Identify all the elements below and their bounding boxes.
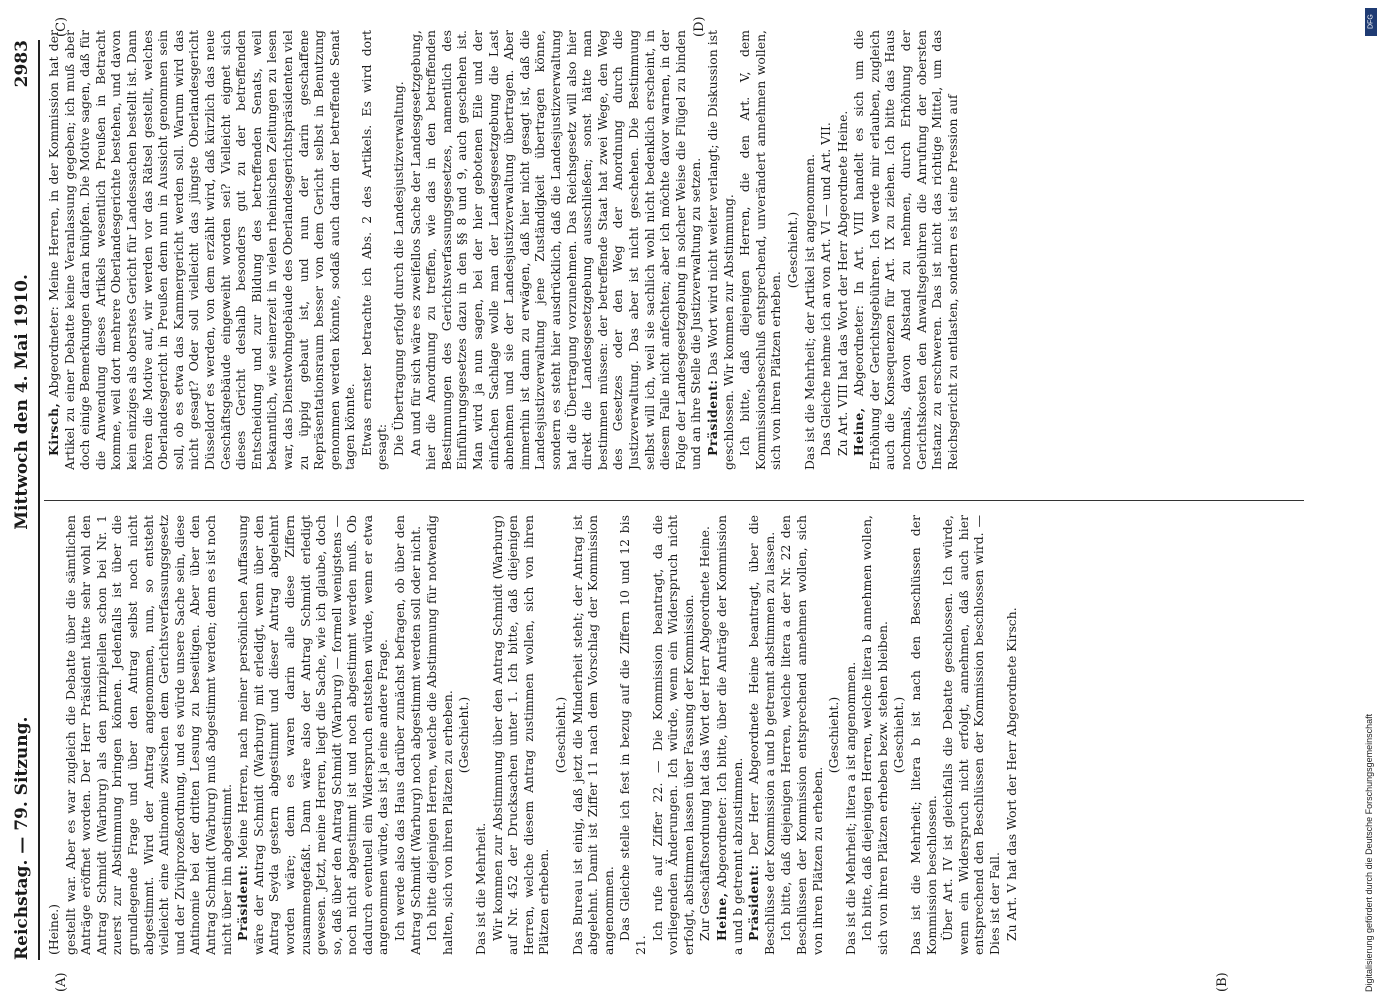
speaker-name: Heine, — [851, 407, 867, 456]
margin-marker-c: (C) — [54, 16, 69, 37]
speaker-name: Präsident: — [746, 864, 762, 941]
side-note: Digitalisierung gefördert durch die Deutsche Forschungsgemeinschaft — [1364, 713, 1374, 992]
paragraph-text: Ich bitte, daß diejenigen Herren, die den Art. V, dem Kommissionsbeschluß entsprechend, unverändert annehmen wollen, sich von ihren Plätzen erheben. — [737, 30, 784, 470]
paragraph — [456, 515, 472, 955]
paragraph-text: (Geschieht.) — [826, 696, 842, 774]
paragraph — [490, 515, 552, 955]
paragraph-text: Abgeordneter: Meine Herren, in der Kommission hat der Artikel zu einer Debatte keine Veranlassung gegeben; ich muß aber doch einige Bemerkungen daran knüpfen. Die Motive sagen, daß für die Anwendung dieses Artikels wesentlich Preußen in Betracht komme, weil dort mehrere Oberlandesgerichte bestehen, und davon kein einziges als oberstes Gericht für Landessachen bestellt ist. Dann hören die Motive auf, wir werden vor das Rätsel gestellt, welches Oberlandesgericht in Preußen denn nun in Aussicht genommen sein soll, ob es etwa das Kammergericht werden soll. Warum wird das nicht gesagt? Oder soll vielleicht das jüngste Oberlandesgericht Düsseldorf es werden, von dem erzählt wird, daß kürzlich das neue Geschäftsgebäude eingeweiht worden sei? Vielleicht eignet sich dieses Gericht deshalb besonders gut zu der betreffenden Entscheidung und zur Bildung des betreffenden Senats, weil bekanntlich, wie seinerzeit in vielen rheinischen Zeitungen zu lesen war, das Dienstwohngebäude des Oberlandesgerichtspräsidenten viel zu üppig gebaut ist, und nun der darin geschaffene Repräsentationsraum besser von dem Gericht selbst in Benutzung genommen werden könnte, sodaß auch darin der betreffende Senat tagen könnte. — [46, 30, 358, 470]
paragraph-text: (Geschieht.) — [553, 696, 568, 774]
paragraph — [851, 30, 960, 470]
paragraph-text: Das ist die Mehrheit; litera b ist nach den Beschlüssen der Kommission beschlossen. — [908, 515, 939, 955]
paragraph-text: Das ist die Mehrheit. — [473, 822, 489, 955]
paragraph-text: Das Gleiche stelle ich fest in bezug auf die Ziffern 10 und 12 bis 21. — [617, 515, 648, 955]
paragraph — [859, 515, 890, 955]
paragraph-text: Das Bureau ist einig, daß jetzt die Minderheit steht; der Antrag ist abgelehnt. Damit ist Ziffer 11 nach dem Vorschlag der Kommission angenommen. — [569, 515, 616, 955]
right-column — [46, 30, 1310, 470]
paragraph-text: Abgeordneter: In Art. VIII handelt es sich um die Erhöhung der Gerichtsgebühren. Ich werde mir erlauben, zugleich auch die Konsequenzen für Art. IX zu ziehen. Ich bitte das Haus nochmals, davon Abstand zu nehmen, durch Erhöhung der Gerichtskosten den Anwaltsgebühren die Anrufung der obersten Instanz zu erschweren. Das ist nicht das richtige Mittel, um das Reichsgericht zu entlasten, sondern es ist eine Pression auf — [851, 30, 960, 470]
paragraph-text: Das Wort wird nicht weiter verlangt; die Diskussion ist geschlossen. Wir kommen zur Abstimmung. — [704, 30, 736, 470]
paragraph — [235, 515, 391, 955]
paragraph-text: Über Art. IV ist gleichfalls die Debatte geschlossen. Ich würde, wenn ein Widerspruch nicht erfolgt, annehmen, daß auch hier entsprechend den Beschlüssen der Kommission beschlossen wird. — Dies ist der Fall. — [940, 515, 1003, 955]
paragraph-text: Zur Geschäftsordnung hat das Wort der Herr Abgeordnete Heine. — [697, 526, 713, 941]
paragraph-text: Ich bitte, daß diejenigen Herren, welche litera a der Nr. 22 den Beschlüssen der Kommission entsprechend annehmen wollen, sich von ihren Plätzen zu erheben. — [778, 515, 825, 955]
paragraph — [714, 515, 745, 955]
paragraph — [778, 515, 825, 955]
left-column — [46, 515, 1310, 955]
paragraph-text: (Geschieht.) — [456, 696, 472, 774]
header-rule — [38, 40, 40, 960]
margin-marker-b: (B) — [1215, 972, 1230, 992]
paragraph — [553, 515, 569, 955]
paragraph-text: Ich bitte diejenigen Herren, welche die Abstimmung für notwendig halten, sich von ihren Plätzen zu erheben. — [424, 515, 455, 955]
paragraph-text: (Heine.) — [46, 903, 61, 955]
margin-marker-d: (D) — [692, 16, 707, 37]
paragraph — [785, 30, 801, 470]
paragraph — [392, 515, 423, 955]
paragraph — [359, 30, 390, 470]
paragraph-text: Der Herr Abgeordnete Heine beantragt, über die Beschlüsse der Kommission a und b getrennt abstimmen zu lassen. — [746, 515, 777, 955]
paragraph-text: Ich rufe auf Ziffer 22. — Die Kommission beantragt, da die vorliegenden Änderungen. Ich würde, wenn ein Widerspruch nicht erfolgt, abstimmen lassen über Fassung der Kommission. — [649, 515, 696, 955]
paragraph-text: Das Gleiche nehme ich an von Art. VI — und Art. VII. — [818, 122, 834, 456]
margin-marker-a: (A) — [54, 972, 69, 992]
header-left: Reichstag. — 79. Sitzung. — [12, 716, 32, 960]
paragraph — [818, 30, 834, 470]
paragraph-text: Die Übertragung erfolgt durch die Landesjustizverwaltung. — [391, 81, 407, 456]
paragraph — [617, 515, 648, 955]
paragraph-text: gestellt war. Aber es war zugleich die Debatte über die sämtlichen Anträge eröffnet worden. Der Herr Präsident hätte sehr wohl den Antrag Schmidt (Warburg) als den prinzipiellen schon bei Nr. 1 zuerst zur Abstimmung bringen können. Jedenfalls ist über die grundlegende Frage und über den Antrag selbst noch nicht abgestimmt. Wird der Antrag angenommen, nun, so entsteht vielleicht eine Antinomie zwischen dem Gerichtsverfassungsgesetz und der Zivilprozeßordnung, und es würde unsere Sache sein, diese Antinomie bei der dritten Lesung zu beseitigen. Aber über den Antrag Schmidt (Warburg) muß abgestimmt werden; denn es ist noch nicht über ihn abgestimmt. — [62, 515, 234, 955]
paragraph — [46, 30, 358, 470]
paragraph-text: Abgeordneter: Ich bitte, über die Anträge der Kommission a und b getrennt abzustimmen. — [713, 515, 745, 955]
paragraph — [424, 515, 455, 955]
speaker-name: Präsident: — [704, 379, 720, 456]
paragraph-text: Ich bitte, daß diejenigen Herren, welche litera b annehmen wollen, sich von ihren Plätzen erheben bezw. stehen bleiben. — [859, 515, 890, 955]
speaker-name: Präsident: — [235, 864, 251, 941]
paragraph-text: Wir kommen zur Abstimmung über den Antrag Schmidt (Warburg) auf Nr. 452 der Drucksachen unter 1. Ich bitte, daß diejenigen Herren, welche diesem Antrag zustimmen wollen, sich von ihren Plätzen erheben. — [489, 515, 552, 955]
dfg-logo: DFG — [1365, 8, 1377, 36]
paragraph-text: Ich werde also das Haus darüber zunächst befragen, ob über den Antrag Schmidt (Warburg) noch abgestimmt werden soll oder nicht. — [392, 515, 423, 955]
header-center: Mittwoch den 4. Mai 1910. — [12, 274, 32, 530]
paragraph — [737, 30, 784, 470]
paragraph-text: (Geschieht.) — [784, 211, 800, 289]
paragraph — [391, 30, 407, 470]
page-number: 2983 — [12, 40, 32, 88]
paragraph — [826, 515, 842, 955]
paragraph — [746, 515, 777, 955]
paragraph-text: Das ist die Mehrheit; der Artikel ist angenommen. — [801, 153, 817, 470]
paragraph — [705, 30, 736, 470]
page-header — [8, 40, 36, 960]
paragraph — [697, 515, 713, 955]
paragraph — [650, 515, 697, 955]
paragraph — [940, 515, 1002, 955]
paragraph — [1004, 515, 1020, 955]
paragraph — [802, 30, 818, 470]
paragraph-text: Zu Art. VIII hat das Wort der Herr Abgeordnete Heine. — [834, 110, 850, 456]
paragraph-text: An und für sich wäre es zweifellos Sache der Landesgesetzgebung, hier die Anordnung zu treffen, wie das in den betreffenden Bestimmungen des Gerichtsverfassungsgesetzes, namentlich des Einführungsgesetzes dazu in den §§ 8 und 9, auch geschehen ist. Man wird ja nun sagen, bei der hier gebotenen Eile und der einfachen Sachlage wolle man der Landesgesetzgebung die Last abnehmen und sie der Landesjustizverwaltung übertragen. Aber immerhin ist dann zu erwägen, daß hier nicht gesagt ist, daß die Landesjustizverwaltung jene Zuständigkeit übertragen könne, sondern es steht hier ausdrücklich, daß die Landesjustizverwaltung hat die Übertragung vorzunehmen. Das Reichsgesetz will also hier direkt die Landesgesetzgebung ausschließen; sonst hätte man bestimmen müssen: der betreffende Staat hat zwei Wege, den Weg des Gesetzes oder den Weg der Anordnung durch die Justizverwaltung. Das aber ist nicht geschehen. Die Bestimmung selbst will ich, weil sie sachlich wohl nicht bedenklich erscheint, in diesem Falle nicht anfechten; aber ich möchte davor warnen, in der Folge der Landesgesetzgebung in solcher Weise die Flügel zu binden und an ihre Stelle die Justizverwaltung zu setzen. — [407, 30, 704, 470]
paragraph — [46, 515, 62, 955]
paragraph — [835, 30, 851, 470]
paragraph — [473, 515, 489, 955]
column-divider — [44, 500, 1304, 501]
paragraph-text: (Geschieht.) — [891, 696, 907, 774]
paragraph — [408, 30, 704, 470]
paragraph-text: Etwas ernster betrachte ich Abs. 2 des Artikels. Es wird dort gesagt: — [358, 30, 390, 470]
paragraph — [570, 515, 617, 955]
paragraph — [891, 515, 907, 955]
paragraph — [843, 515, 859, 955]
paragraph — [908, 515, 939, 955]
paragraph-text: Zu Art. V hat das Wort der Herr Abgeordnete Kirsch. — [1003, 607, 1019, 941]
speaker-name: Kirsch, — [46, 402, 61, 456]
paragraph — [63, 515, 235, 955]
paragraph-text: Das ist die Mehrheit; litera a ist angenommen. — [842, 661, 858, 955]
paragraph-text: Meine Herren, nach meiner persönlichen Auffassung wäre der Antrag Schmidt (Warburg) mit erledigt, wenn über den Antrag Seyda gestern abgestimmt und dieser Antrag abgelehnt worden wäre; denn es waren darin alle diese Ziffern zusammengefaßt. Dann wäre also der Antrag Schmidt erledigt gewesen. Jetzt, meine Herren, liegt die Sache, wie ich glaube, doch so, daß über den Antrag Schmidt (Warburg) — formell wenigstens — noch nicht abgestimmt ist und noch abgestimmt werden muß. Ob dadurch eventuell ein Widerspruch entstehen würde, wenn er etwa angenommen würde, das ist ja eine andere Frage. — [235, 515, 391, 955]
speaker-name: Heine, — [713, 892, 729, 941]
